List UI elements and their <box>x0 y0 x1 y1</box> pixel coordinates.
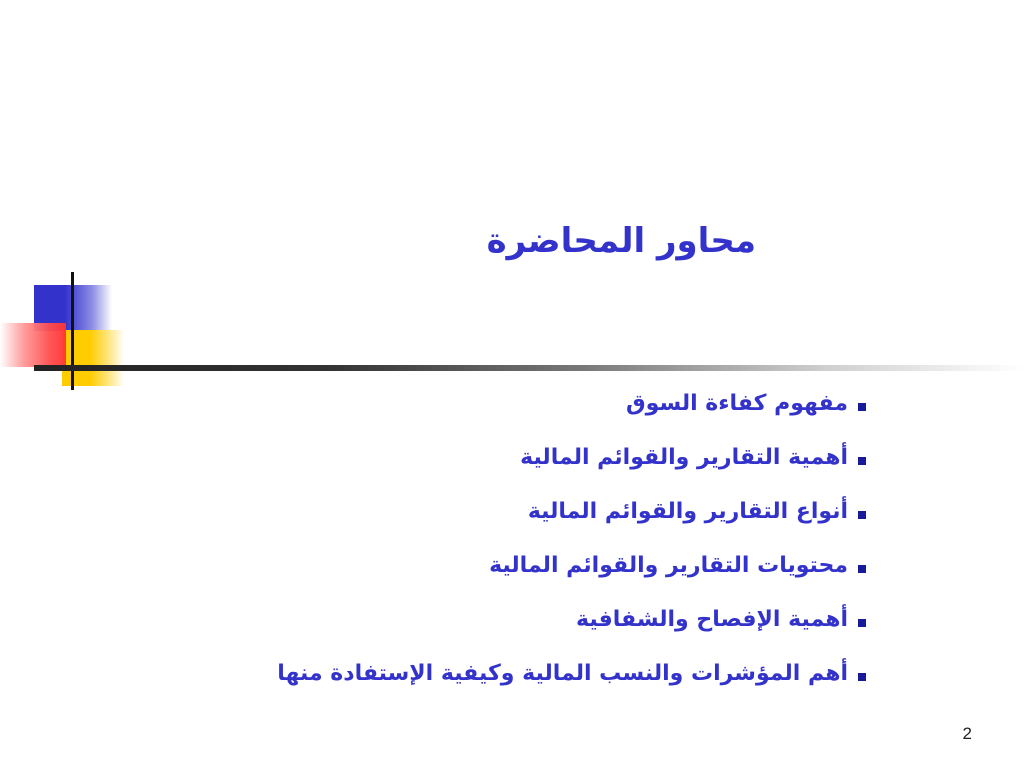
bullet-item <box>146 484 866 538</box>
square-bullet-icon <box>858 619 866 627</box>
bullet-item <box>146 430 866 484</box>
bullet-text: محتويات التقارير والقوائم المالية <box>489 552 848 578</box>
square-bullet-icon <box>858 673 866 681</box>
decorative-vertical-line <box>71 272 74 390</box>
bullet-item <box>146 376 866 430</box>
page-number: 2 <box>962 724 972 743</box>
bullet-item <box>146 592 866 646</box>
bullet-text: أهم المؤشرات والنسب المالية وكيفية الإستفادة منها <box>277 660 848 686</box>
bullet-item <box>146 538 866 592</box>
square-bullet-icon <box>858 457 866 465</box>
slide-title: محاور المحاضرة <box>486 221 756 261</box>
bullet-text: أهمية التقارير والقوائم المالية <box>520 444 848 470</box>
bullet-list <box>146 376 866 700</box>
bullet-text: مفهوم كفاءة السوق <box>626 390 848 416</box>
square-bullet-icon <box>858 511 866 519</box>
bullet-item <box>146 646 866 700</box>
square-bullet-icon <box>858 403 866 411</box>
title-underline-rule <box>34 365 1024 371</box>
square-bullet-icon <box>858 565 866 573</box>
bullet-text: أنواع التقارير والقوائم المالية <box>527 498 848 524</box>
decorative-red-square <box>0 323 66 367</box>
bullet-text: أهمية الإفصاح والشفافية <box>576 606 848 632</box>
